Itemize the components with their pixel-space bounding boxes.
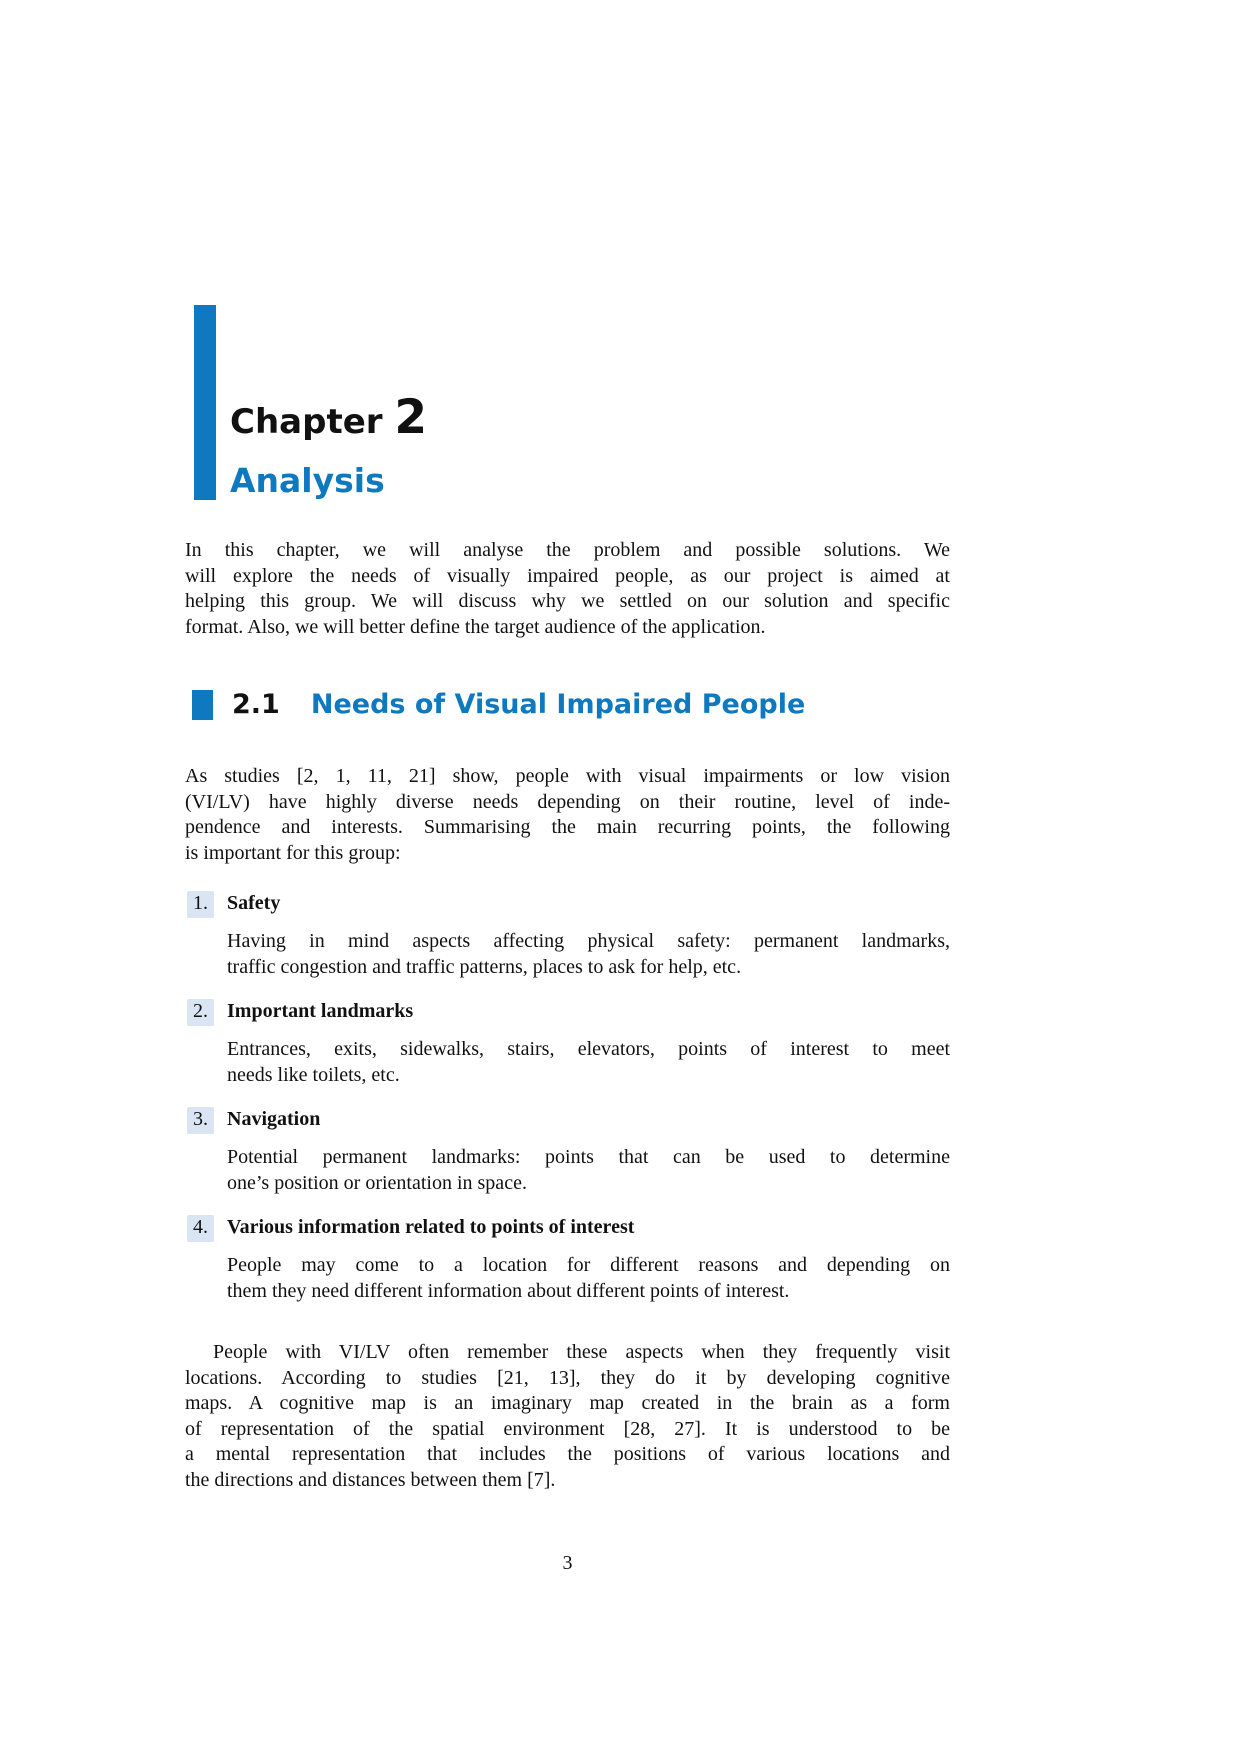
list-item-description: Entrances, exits, sidewalks, stairs, elevators, points of interest to meet needs like toilets, etc. [227,1038,950,1086]
needs-list [185,890,950,1304]
list-item-body [227,998,950,1088]
list-item-description: Having in mind aspects affecting physical safety: permanent landmarks, traffic congestion and traffic patterns, places to ask for help, etc. [227,930,950,978]
chapter-label: Chapter [230,402,383,442]
list-item [185,1106,950,1196]
list-item-body [227,1214,950,1304]
list-item-number-badge: 4. [187,1215,214,1242]
chapter-header [185,390,950,500]
chapter-title: Analysis [230,461,385,500]
chapter-label-line [230,390,950,445]
list-item-title: Safety [227,892,281,914]
section-title: Needs of Visual Impaired People [310,689,806,720]
chapter-accent-bar [194,305,216,500]
list-item-number-badge: 1. [187,891,214,918]
list-item-description: Potential permanent landmarks: points that can be used to determine one’s position or orientation in space. [227,1146,950,1194]
list-item [185,998,950,1088]
list-item-title: Various information related to points of interest [227,1216,635,1238]
chapter-intro-paragraph: In this chapter, we will analyse the problem and possible solutions. We will explore the needs of visually impaired people, as our project is aimed at helping this group. We will discuss why we settled on our solution and specific format. Also, we will better define the target audience of the application. [185,539,950,638]
list-item [185,890,950,980]
chapter-number: 2 [394,390,428,445]
section-number: 2.1 [232,689,280,720]
list-item-number-badge: 3. [187,1107,214,1134]
page-number: 3 [562,1552,573,1574]
list-item [185,1214,950,1304]
section-heading [185,688,950,722]
list-item-title: Navigation [227,1108,321,1130]
list-item-number-badge: 2. [187,999,214,1026]
closing-paragraph: People with VI/LV often remember these aspects when they frequently visit locations. According to studies [21, 13], they do it by developing cognitive maps. A cognitive map is an imaginary map created in the brain as a form of representation of the spatial environment [28, 27]. It is understood to be a mental representation that includes the positions of various locations and the directions and distances between them [7]. [185,1341,950,1491]
list-item-title: Important landmarks [227,1000,414,1022]
list-item-body [227,1106,950,1196]
list-item-body [227,890,950,980]
list-item-description: People may come to a location for different reasons and depending on them they need different information about different points of interest. [227,1254,950,1302]
section-accent-square [192,690,213,720]
section-lead-paragraph: As studies [2, 1, 11, 21] show, people with visual impairments or low vision (VI/LV) have highly diverse needs depending on their routine, level of inde- pendence and interests. Summarising the main recurring points, the following is important for this group: [185,765,950,864]
